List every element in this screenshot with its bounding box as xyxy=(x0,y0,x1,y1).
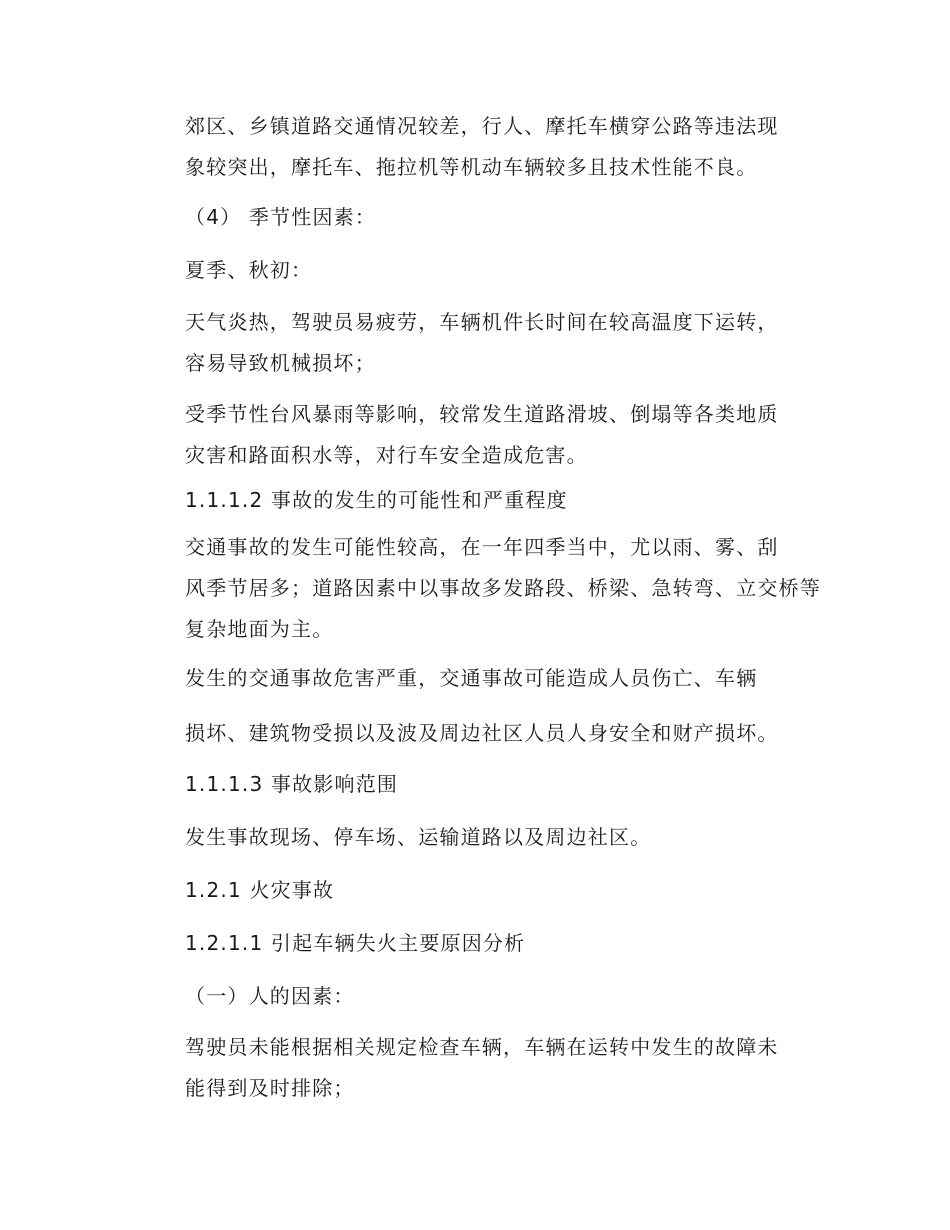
paragraph-seasonal-factors-heading xyxy=(143,197,803,238)
text-line: 灾害和路面积水等，对行车安全造成危害。 xyxy=(185,443,588,467)
section-heading-1-2-1 xyxy=(143,870,803,911)
text-line: 受季节性台风暴雨等影响，较常发生道路滑坡、倒塌等各类地质 xyxy=(185,402,779,426)
text-line: 1.1.1.2 事故的发生的可能性和严重程度 xyxy=(185,488,568,512)
paragraph-human-factors-heading xyxy=(143,976,803,1017)
text-line: 夏季、秋初： xyxy=(185,258,313,282)
text-line: 风季节居多；道路因素中以事故多发路段、桥梁、急转弯、立交桥等 xyxy=(185,576,821,600)
text-line: 容易导致机械损坏； xyxy=(185,351,376,375)
paragraph-typhoon-rain xyxy=(143,394,803,476)
section-heading-1-2-1-1 xyxy=(143,923,803,964)
paragraph-severity-line1 xyxy=(143,658,803,699)
paragraph-hot-weather xyxy=(143,302,803,384)
text-line: 能得到及时排除； xyxy=(185,1076,355,1100)
text-line: 1.2.1 火灾事故 xyxy=(185,878,335,902)
paragraph-severity-line2 xyxy=(143,713,803,754)
paragraph-summer-autumn xyxy=(143,250,803,291)
text-line: 郊区、乡镇道路交通情况较差，行人、摩托车横穿公路等违法现 xyxy=(185,114,779,138)
text-line: 象较突出，摩托车、拖拉机等机动车辆较多且技术性能不良。 xyxy=(185,155,758,179)
text-line: 1.1.1.3 事故影响范围 xyxy=(185,772,399,796)
paragraph-driver-inspection xyxy=(143,1027,803,1109)
text-line: （一）人的因素： xyxy=(185,984,355,1008)
text-line: 发生的交通事故危害严重，交通事故可能造成人员伤亡、车辆 xyxy=(185,666,758,690)
section-heading-1-1-1-3 xyxy=(143,764,803,805)
text-line: 交通事故的发生可能性较高，在一年四季当中，尤以雨、雾、刮 xyxy=(185,535,779,559)
text-line: 复杂地面为主。 xyxy=(185,617,334,641)
section-heading-1-1-1-2 xyxy=(143,480,803,521)
text-line: 驾驶员未能根据相关规定检查车辆，车辆在运转中发生的故障未 xyxy=(185,1035,779,1059)
paragraph-impact-scope xyxy=(143,817,803,858)
text-line: 1.2.1.1 引起车辆失火主要原因分析 xyxy=(185,931,526,955)
paragraph-suburban-roads xyxy=(143,106,803,188)
text-line: 损坏、建筑物受损以及波及周边社区人员人身安全和财产损坏。 xyxy=(185,721,779,745)
text-line: （4） 季节性因素： xyxy=(185,205,377,229)
paragraph-likelihood xyxy=(143,527,821,650)
text-line: 天气炎热，驾驶员易疲劳，车辆机件长时间在较高温度下运转， xyxy=(185,310,779,334)
text-line: 发生事故现场、停车场、运输道路以及周边社区。 xyxy=(185,825,652,849)
